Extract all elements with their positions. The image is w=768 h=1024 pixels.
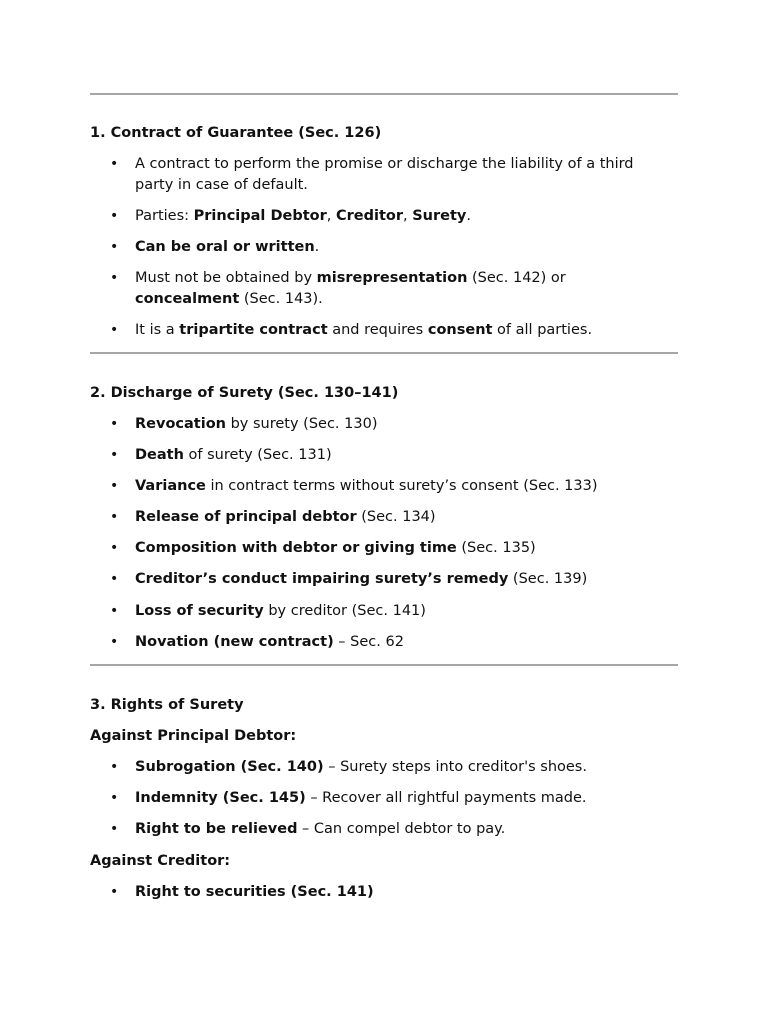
bullet-icon: •	[110, 759, 119, 775]
list-item: • Must not be obtained by misrepresentation (Sec. 142) or concealment (Sec. 143).	[110, 270, 566, 307]
list-item: • Parties: Principal Debtor, Creditor, Surety.	[135, 206, 675, 227]
bullet-icon: •	[110, 821, 119, 837]
section-3-heading: 3. Rights of Surety	[90, 697, 244, 713]
divider-top	[90, 93, 678, 95]
list-item: • Composition with debtor or giving time (Sec. 135)	[135, 538, 675, 559]
list-item: • Revocation by surety (Sec. 130)	[135, 414, 675, 435]
bullet-icon: •	[110, 156, 119, 172]
bullet-icon: •	[110, 884, 119, 900]
bullet-icon: •	[110, 322, 119, 338]
against-creditor-label: Against Creditor:	[90, 853, 231, 869]
list-item: • Loss of security by creditor (Sec. 141)	[135, 601, 675, 622]
bullet-icon: •	[110, 603, 119, 619]
bullet-icon: •	[110, 208, 119, 224]
section-2-heading: 2. Discharge of Surety (Sec. 130–141)	[90, 385, 399, 401]
bullet-icon: •	[110, 270, 119, 286]
bullet-icon: •	[110, 571, 119, 587]
list-item: • Indemnity (Sec. 145) – Recover all rightful payments made.	[135, 788, 675, 809]
bullet-icon: •	[110, 790, 119, 806]
bullet-icon: •	[110, 634, 119, 650]
list-item: • Right to securities (Sec. 141)	[135, 882, 675, 903]
list-item: • It is a tripartite contract and requires consent of all parties.	[135, 320, 675, 341]
list-item: • Death of surety (Sec. 131)	[135, 445, 675, 466]
bullet-icon: •	[110, 239, 119, 255]
against-debtor-label: Against Principal Debtor:	[90, 728, 297, 744]
divider	[90, 664, 678, 666]
list-item: • Can be oral or written.	[135, 237, 675, 258]
bullet-icon: •	[110, 478, 119, 494]
bullet-icon: •	[110, 416, 119, 432]
divider	[90, 352, 678, 354]
list-item: • Subrogation (Sec. 140) – Surety steps into creditor's shoes.	[135, 757, 675, 778]
list-item: • Creditor’s conduct impairing surety’s remedy (Sec. 139)	[135, 569, 675, 590]
bullet-icon: •	[110, 540, 119, 556]
list-item: • Variance in contract terms without surety’s consent (Sec. 133)	[135, 476, 675, 497]
list-item: • Right to be relieved – Can compel debtor to pay.	[135, 819, 675, 840]
bullet-icon: •	[110, 447, 119, 463]
list-item: • Release of principal debtor (Sec. 134)	[135, 507, 675, 528]
bullet-icon: •	[110, 509, 119, 525]
list-item: • A contract to perform the promise or discharge the liability of a third party in case of default.	[110, 156, 634, 193]
section-1-heading: 1. Contract of Guarantee (Sec. 126)	[90, 125, 382, 141]
list-item: • Novation (new contract) – Sec. 62	[135, 632, 675, 653]
